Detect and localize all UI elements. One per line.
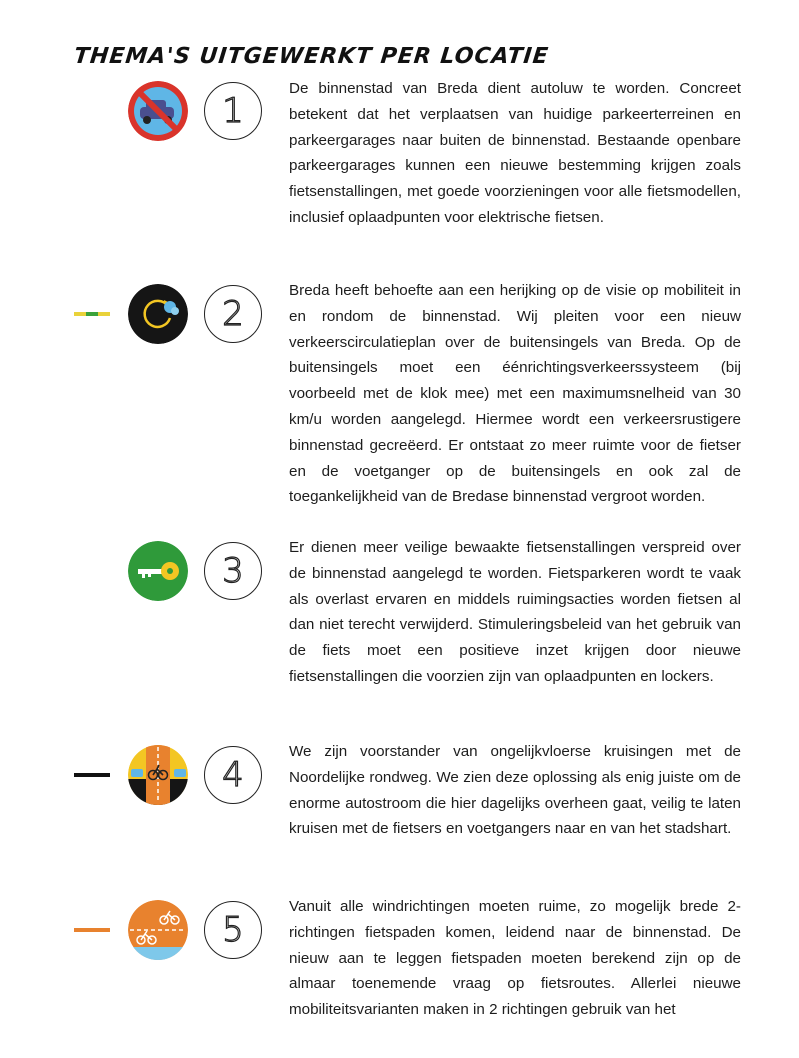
page-title: THEMA'S UITGEWERKT PER LOCATIE [72,44,551,69]
one-way-circulation-icon [128,284,188,344]
number-badge: 1 [204,82,262,140]
route-line-marker [74,928,110,932]
number-badge: 2 [204,285,262,343]
number-badge: 3 [204,542,262,600]
bike-lock-key-icon [128,541,188,601]
route-line-marker [74,312,110,316]
number-badge: 4 [204,746,262,804]
route-line-marker [74,773,110,777]
theme-paragraph: We zijn voorstander van ongelijkvloerse kruisingen met de Noordelijke rondweg. We zien deze oplossing als enig juiste om de enorme autostroom die hier dagelijks overheen gaat, veilig te laten kruisen met de fietsers en voetgangers naar en van het stadshart. [289,743,741,838]
no-car-icon [128,81,188,141]
theme-paragraph: Vanuit alle windrichtingen moeten ruime, zo mogelijk brede 2-richtingen fietspaden komen, leidend naar de binnenstad. De nieuw aan te leggen fietspaden moeten berekend zijn op de almaar toenemende vraag op fietsroutes. Allerlei nieuwe mobiliteitsvarianten maken in 2 richtingen gebruik van het [289,898,741,1019]
theme-paragraph: De binnenstad van Breda dient autoluw te worden. Concreet betekent dat het verplaatsen van huidige parkeerterreinen en parkeergarages naar buiten de binnenstad. Bestaande openbare parkeergarages kunnen een nieuwe bestemming krijgen zoals fietsenstallingen, met goede voorzieningen voor alle fietsmodellen, inclusief oplaadpunten voor elektrische fietsen. [289,80,741,226]
two-way-bike-path-icon [128,900,188,960]
theme-paragraph: Er dienen meer veilige bewaakte fietsenstallingen verspreid over de binnenstad aangelegd te worden. Fietsparkeren wordt te vaak als overlast ervaren en middels ruimingsacties worden fietsen al dan niet terecht verwijderd. Stimuleringsbeleid van het gebruik van de fiets moet een positieve inzet krijgen door nieuwe fietsenstallingen die voorzien zijn van oplaadpunten en lockers. [289,539,741,685]
bike-crossing-icon [128,745,188,805]
theme-paragraph: Breda heeft behoefte aan een herijking op de visie op mobiliteit in en rondom de binnenstad. Wij pleiten voor een nieuw verkeerscirculatieplan over de buitensingels van Breda. Op de buitensingels moet een éénrichtingsverkeerssysteem (bij voorbeeld met de klok mee) met een maximumsnelheid van 30 km/u worden aangelegd. Hiermee wordt een verkeersrustigere binnenstad gecreëerd. Er ontstaat zo meer ruimte voor de fietser en de voetganger op de buitensingels en ook zal de toegankelijkheid van de Bredase binnenstad vergroot worden. [289,282,741,506]
number-badge: 5 [204,901,262,959]
